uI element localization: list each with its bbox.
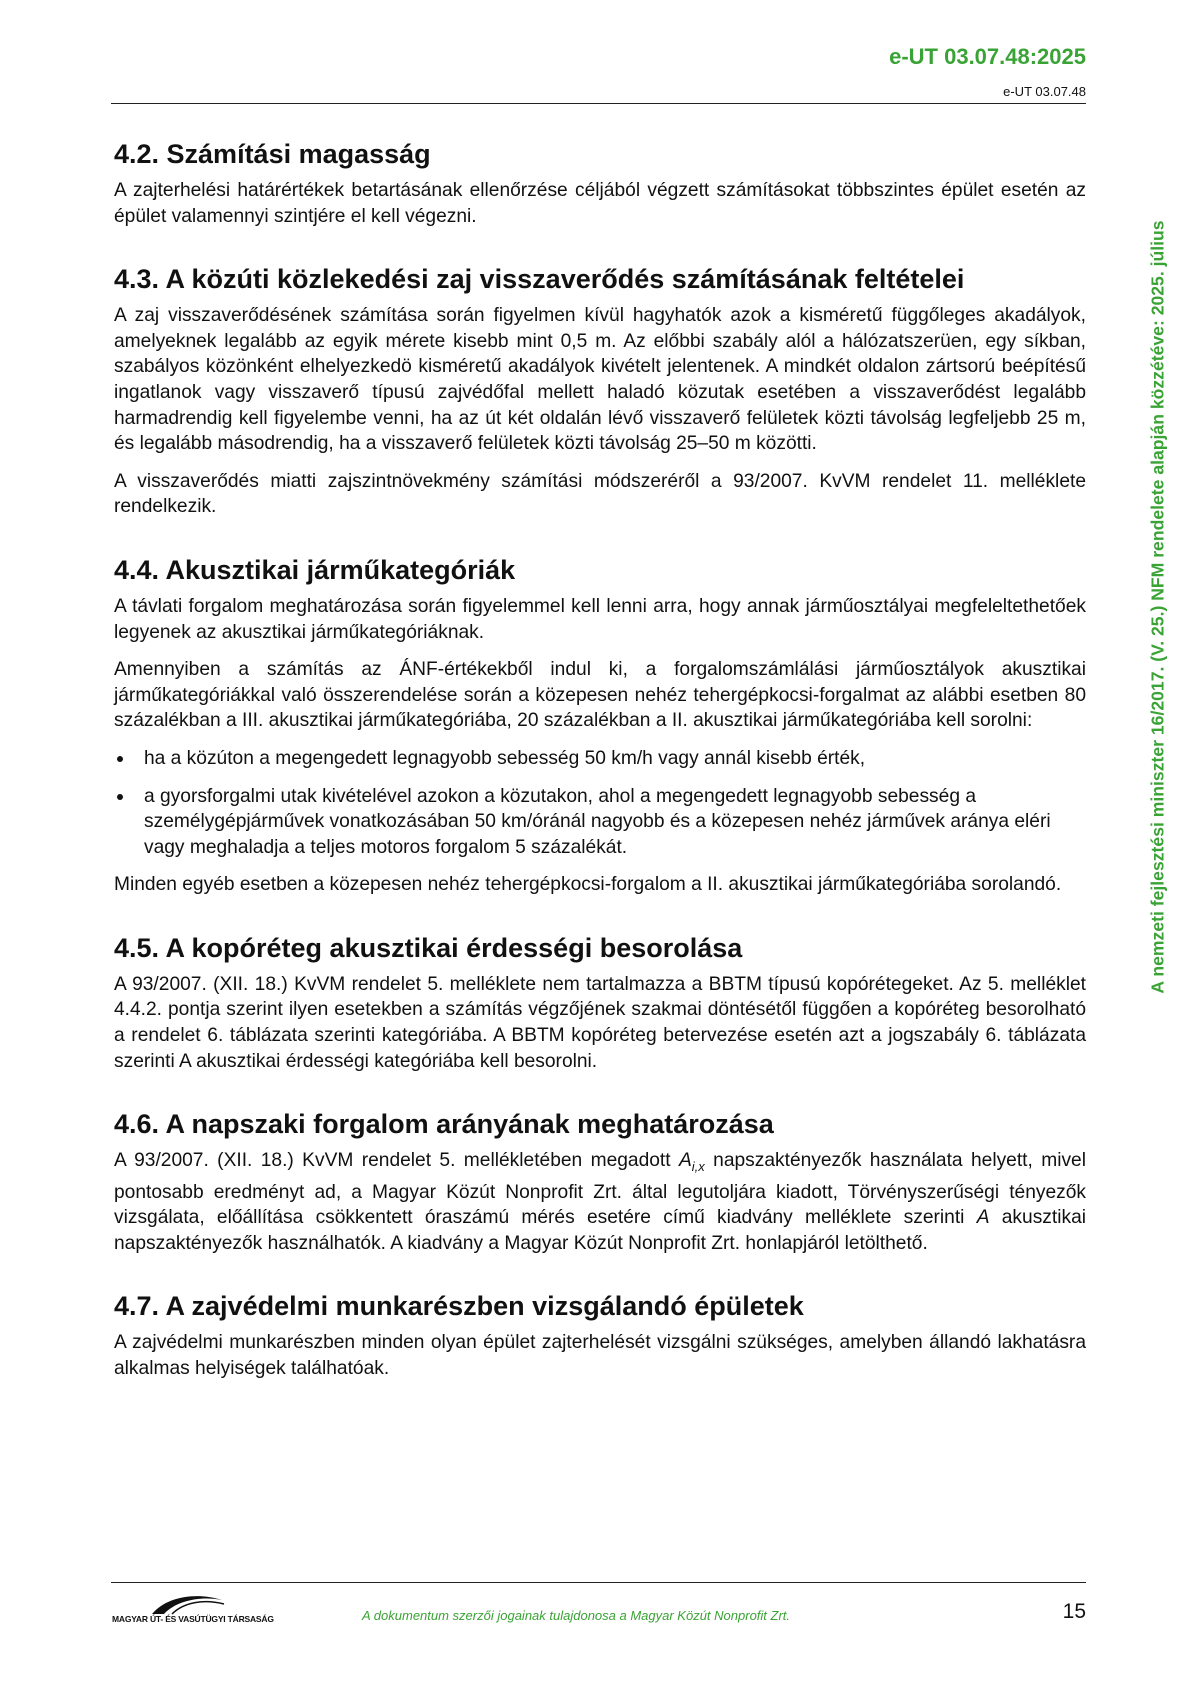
paragraph (114, 1148, 1086, 1256)
section-4-5 (114, 932, 1086, 1074)
section-title: 4.3. A közúti közlekedési zaj visszaverődés számításának feltételei (114, 264, 965, 295)
paragraph: A zajterhelési határértékek betartásának ellenőrzése céljából végzett számításokat többszintes épület esetén az épület valamennyi szintjére el kell végezni. (114, 180, 1086, 227)
logo-text: MAGYAR ÚT- ÉS VASÚTÜGYI TÁRSASÁG (112, 1614, 274, 1624)
text-run: A 93/2007. (XII. 18.) KvVM rendelet 5. mellékletében megadott (114, 1150, 679, 1172)
paragraph: A visszaverődés miatti zajszintnövekmény számítási módszeréről a 93/2007. KvVM rendelet 11. melléklete rendelkezik. (114, 470, 1086, 518)
document-code-small: e-UT 03.07.48 (1003, 84, 1086, 99)
section-title: 4.6. A napszaki forgalom arányának meghatározása (114, 1109, 774, 1140)
bullet-list (114, 746, 1086, 860)
section-4-3 (114, 263, 1086, 520)
side-note-text: A nemzeti fejlesztési miniszter 16/2017. (V. 25.) NFM rendelete alapján közzétéve: 2025. július (1147, 220, 1168, 994)
section-4-2 (114, 138, 1086, 229)
paragraph: Amennyiben a számítás az ÁNF-értékekből indul ki, a forgalomszámlálási járműosztályok akusztikai járműkategóriákkal való összerendelése során a közepesen nehéz tehergépkocsi-forgalmat az alábbi esetben 80 százalékban a III. akusztikai járműkategóriába, 20 százalékban a II. akusztikai járműkategóriába kell sorolni: (114, 659, 1086, 732)
section-title: 4.2. Számítási magasság (114, 139, 431, 169)
symbol: A (678, 1150, 692, 1172)
header-divider (111, 103, 1086, 104)
section-title: 4.4. Akusztikai járműkategóriák (114, 554, 516, 585)
section-title: 4.7. A zajvédelmi munkarészben vizsgálandó épületek (114, 1291, 804, 1322)
paragraph: A zaj visszaverődésének számítása során figyelmen kívül hagyhatók azok a kisméretű függőleges akadályok, amelyeknek legalább az egyik mérete kisebb mint 0,5 m. Az előbbi szabály alól a hálózatszerüen, egy síkban, szabályos közönként elhelyezkedö kisméretű akadályok kivételt jelentenek. A mindkét oldalon zártsorú beépítésű ingatlanok vagy visszaverő típusú zajvédőfal mellett haladó közutak esetében a visszaverődést legalább harmadrendig kell figyelembe venni, ha az út két oldalán lévő visszaverő felületek közti távolság legfeljebb 25 m, és legalább másodrendig, ha a visszaverő felületek közti távolság 25–50 m közötti. (114, 305, 1086, 455)
text-run: akusztikai napszaktényezők használhatók. A kiadvány a Magyar Közút Nonprofit Zrt. honlapjáról letölthető. (114, 1207, 1087, 1254)
text-run: napszaktényezők használata helyett, mivel pontosabb eredményt ad, a Magyar Közút Nonprofit Zrt. által legutoljára kiadott, Törvényszerűségi tényezők vizsgálata, előállítása csökkentett óraszámú mérés esetére című kiadvány melléklete szerinti (114, 1150, 1086, 1229)
copyright-note: A dokumentum szerzői jogainak tulajdonosa a Magyar Közút Nonprofit Zrt. (362, 1608, 791, 1623)
page-content (114, 138, 1086, 1416)
footer-divider (111, 1582, 1086, 1583)
paragraph: A távlati forgalom meghatározása során figyelemmel kell lenni arra, hogy annak járműosztályai megfeleltethetőek legyenek az akusztikai járműkategóriáknak. (114, 595, 1086, 643)
paragraph: A 93/2007. (XII. 18.) KvVM rendelet 5. melléklete nem tartalmazza a BBTM típusú kopórétegeket. Az 5. melléklet 4.4.2. pontja szerint ilyen esetekben a számítás végzőjének szakmai döntésétől függően a kopóréteg besorolható a rendelet 6. táblázata szerinti kategóriába. A BBTM kopóréteg betervezése esetén azt a jogszabály 6. táblázata szerinti A akusztikai érdességi kategóriába kell besorolni. (114, 973, 1086, 1072)
section-title: 4.5. A kopóréteg akusztikai érdességi besorolása (114, 932, 743, 963)
paragraph: Minden egyéb esetben a közepesen nehéz tehergépkocsi-forgalom a II. akusztikai járműkategóriába sorolandó. (114, 874, 1062, 896)
section-4-4 (114, 554, 1086, 898)
document-code: e-UT 03.07.48:2025 (889, 44, 1086, 69)
list-item: a gyorsforgalmi utak kivételével azokon a közutakon, ahol a megengedett legnagyobb sebesség a személygépjárművek vonatkozásában 50 km/óránál nagyobb és a közepesen nehéz járművek aránya eléri vagy meghaladja a teljes motoros forgalom 5 százalékát. (114, 784, 1086, 861)
paragraph: A zajvédelmi munkarészben minden olyan épület zajterhelését vizsgálni szükséges, amelyben állandó lakhatásra alkalmas helyiségek találhatóak. (114, 1332, 1086, 1380)
page-number: 15 (1062, 1600, 1086, 1623)
road-swoosh-icon (112, 1590, 262, 1616)
section-4-6 (114, 1108, 1086, 1256)
symbol-subscript: i,x (691, 1159, 705, 1175)
list-item: ha a közúton a megengedett legnagyobb sebesség 50 km/h vagy annál kisebb érték, (114, 746, 1086, 772)
symbol: A (976, 1207, 990, 1229)
section-4-7 (114, 1290, 1086, 1381)
society-logo (112, 1590, 274, 1628)
side-publication-note (1138, 162, 1178, 1052)
